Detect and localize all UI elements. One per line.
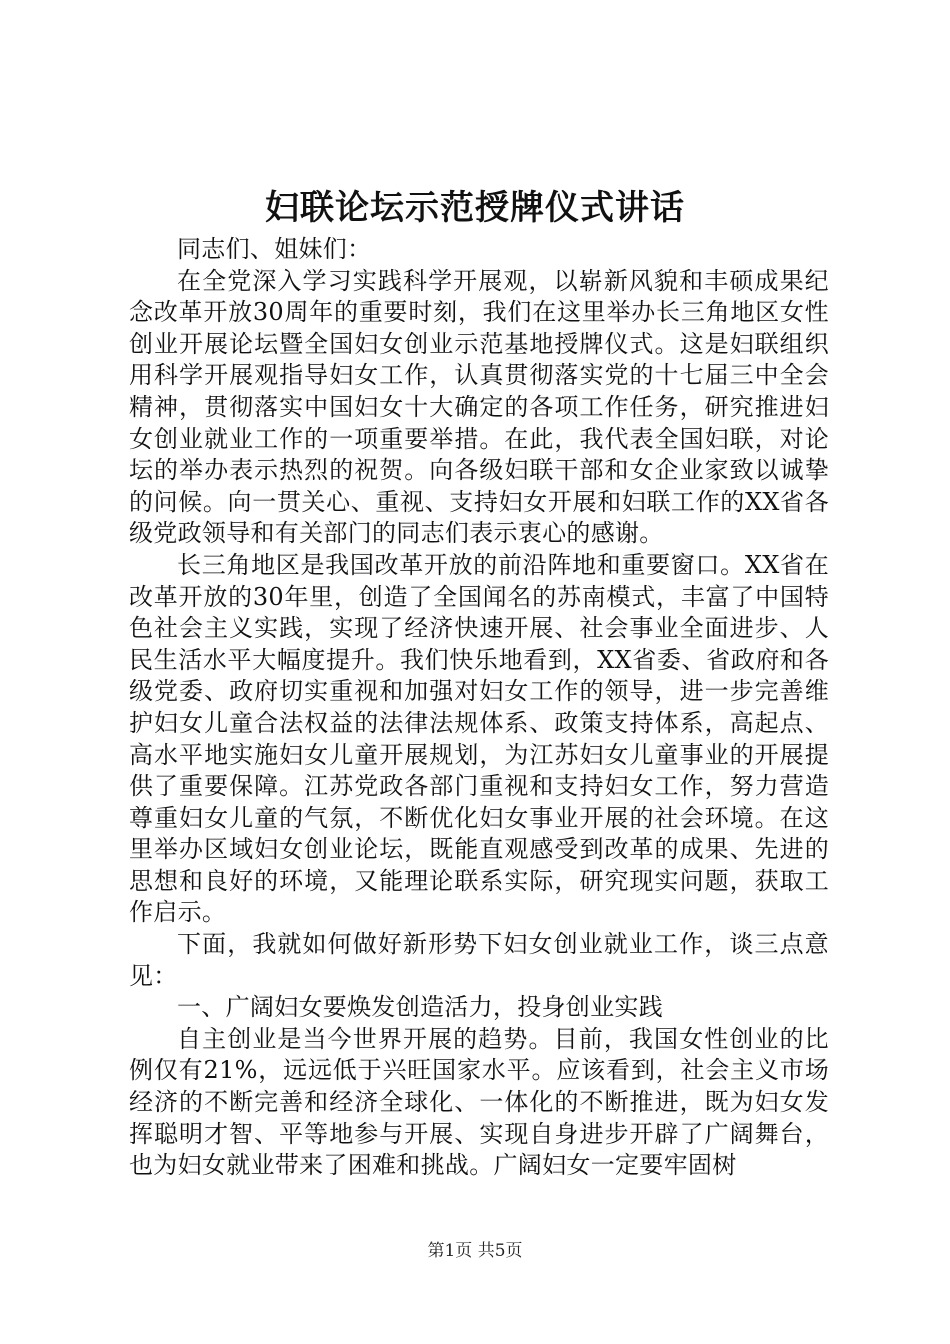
section-heading: 一、广阔妇女要焕发创造活力，投身创业实践 bbox=[177, 993, 663, 1022]
salutation-paragraph: 同志们、姐妹们： bbox=[177, 235, 372, 263]
document-title: 妇联论坛示范授牌仪式讲话 bbox=[265, 188, 685, 228]
body-paragraph: 自主创业是当今世界开展的趋势。目前，我国女性创业的比例仅有21%，远远低于兴旺国家水平。应该看到，社会主义市场经济的不断完善和经济全球化、一体化的不断推进，既为妇女发挥聪明才智、平等地参与开展、实现自身进步开辟了广阔舞台，也为妇女就业带来了困难和挑战。广阔妇女一定要牢固树 bbox=[129, 1024, 829, 1180]
page-number-footer: 第1页 共5页 bbox=[427, 1241, 523, 1261]
body-paragraph: 长三角地区是我国改革开放的前沿阵地和重要窗口。XX省在改革开放的30年里，创造了全国闻名的苏南模式，丰富了中国特色社会主义实践，实现了经济快速开展、社会事业全面进步、人民生活水平大幅度提升。我们快乐地看到，XX省委、省政府和各级党委、政府切实重视和加强对妇女工作的领导，进一步完善维护妇女儿童合法权益的法律法规体系、政策支持体系，高起点、高水平地实施妇女儿童开展规划，为江苏妇女儿童事业的开展提供了重要保障。江苏党政各部门重视和支持妇女工作，努力营造尊重妇女儿童的气氛，不断优化妇女事业开展的社会环境。在这里举办区域妇女创业论坛，既能直观感受到改革的成果、先进的思想和良好的环境，又能理论联系实际，研究现实问题，获取工作启示。 bbox=[129, 550, 829, 927]
body-paragraph: 下面，我就如何做好新形势下妇女创业就业工作，谈三点意见： bbox=[129, 930, 829, 990]
body-paragraph: 在全党深入学习实践科学开展观，以崭新风貌和丰硕成果纪念改革开放30周年的重要时刻，我们在这里举办长三角地区女性创业开展论坛暨全国妇女创业示范基地授牌仪式。这是妇联组织用科学开展观指导妇女工作，认真贯彻落实党的十七届三中全会精神，贯彻落实中国妇女十大确定的各项工作任务，研究推进妇女创业就业工作的一项重要举措。在此，我代表全国妇联，对论坛的举办表示热烈的祝贺。向各级妇联干部和女企业家致以诚挚的问候。向一贯关心、重视、支持妇女开展和妇联工作的XX省各级党政领导和有关部门的同志们表示衷心的感谢。 bbox=[129, 266, 829, 548]
document-body bbox=[129, 234, 829, 1182]
